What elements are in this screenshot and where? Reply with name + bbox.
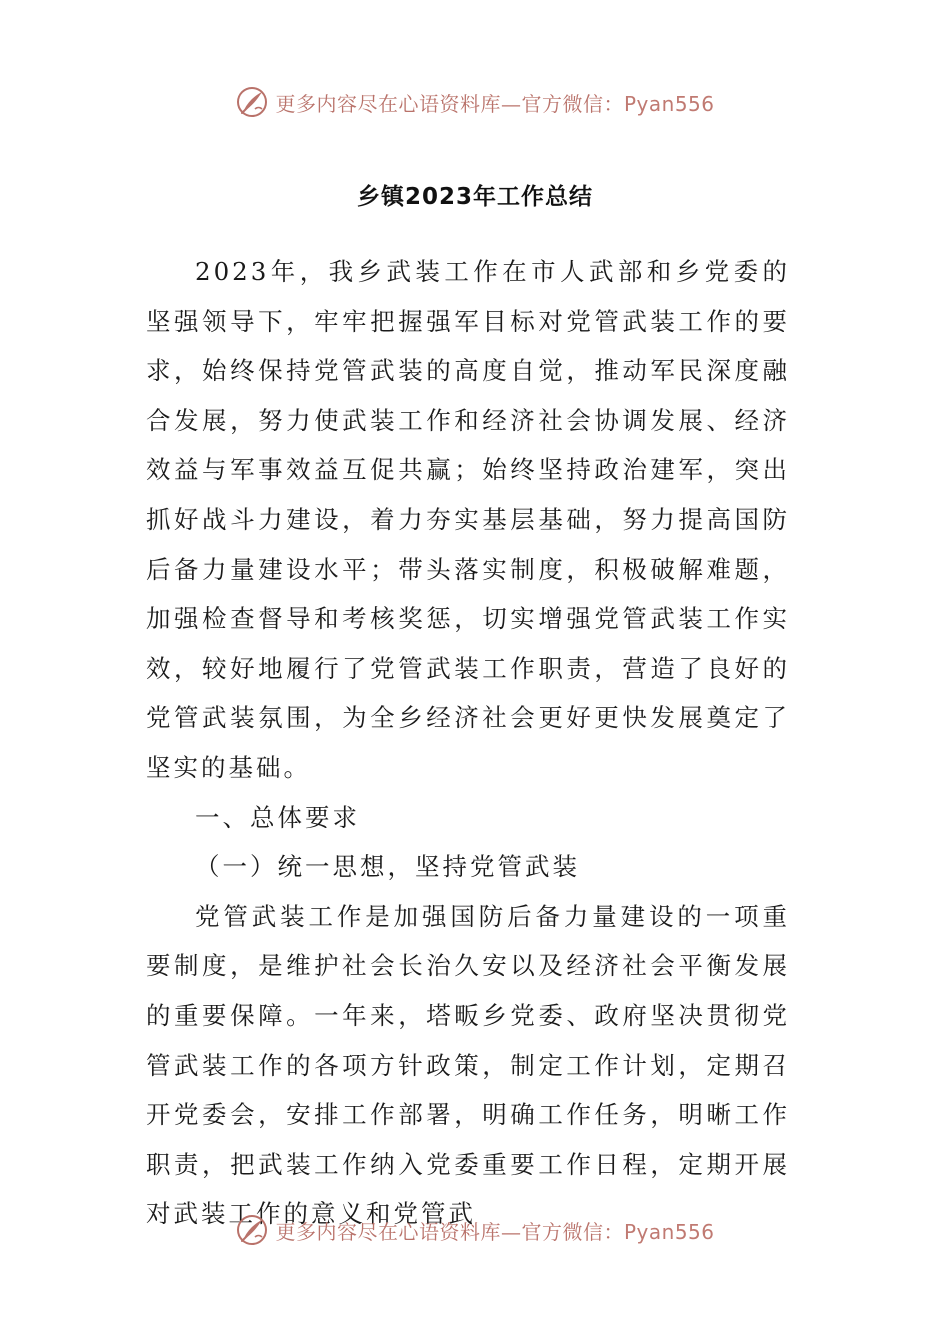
feather-quill-icon bbox=[235, 85, 269, 119]
header-watermark-banner bbox=[0, 82, 950, 122]
footer-watermark-banner bbox=[0, 1210, 950, 1250]
body-paragraph: 党管武装工作是加强国防后备力量建设的一项重要制度，是维护社会长治久安以及经济社会平衡发展的重要保障。一年来，塔畈乡党委、政府坚决贯彻党管武装工作的各项方针政策，制定工作计划，定期召开党委会，安排工作部署，明确工作任务，明晰工作职责，把武装工作纳入党委重要工作日程，定期开展对武装工作的意义和党管武 bbox=[146, 901, 790, 1229]
section-heading: 一、总体要求 bbox=[195, 802, 360, 832]
document-body bbox=[146, 247, 790, 1239]
document-title: 乡镇2023年工作总结 bbox=[356, 184, 593, 210]
intro-paragraph: 2023年，我乡武装工作在市人武部和乡党委的坚强领导下，牢牢把握强军目标对党管武装工作的要求，始终保持党管武装的高度自觉，推动军民深度融合发展，努力使武装工作和经济社会协调发展、经济效益与军事效益互促共赢；始终坚持政治建军，突出抓好战斗力建设，着力夯实基层基础，努力提高国防后备力量建设水平；带头落实制度，积极破解难题，加强检查督导和考核奖惩，切实增强党管武装工作实效，较好地履行了党管武装工作职责，营造了良好的党管武装氛围，为全乡经济社会更好更快发展奠定了坚实的基础。 bbox=[146, 257, 790, 782]
header-wechat-id: Pyan556 bbox=[623, 91, 715, 116]
footer-wechat-id: Pyan556 bbox=[623, 1219, 715, 1244]
footer-watermark-text: 更多内容尽在心语资料库—官方微信：Pyan556 bbox=[275, 1219, 715, 1244]
subsection-heading: （一）统一思想，坚持党管武装 bbox=[195, 852, 580, 882]
feather-quill-icon bbox=[235, 1213, 269, 1247]
header-watermark-text: 更多内容尽在心语资料库—官方微信：Pyan556 bbox=[275, 91, 715, 116]
